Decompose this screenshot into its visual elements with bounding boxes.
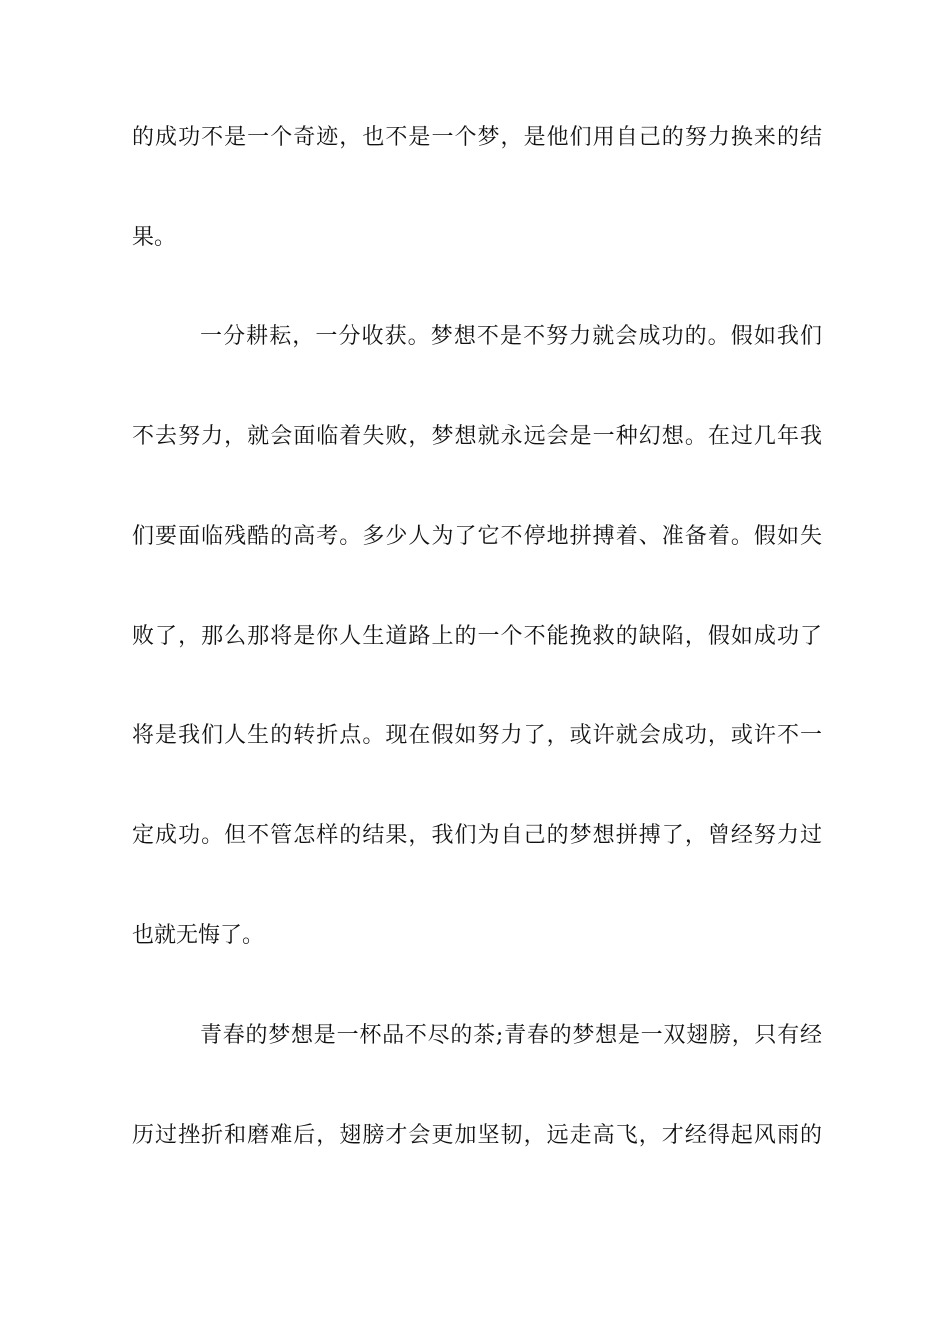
text-line: 们要面临残酷的高考。多少人为了它不停地拼搏着、准备着。假如失 [132, 524, 822, 549]
text-line: 历过挫折和磨难后，翅膀才会更加坚韧，远走高飞，才经得起风雨的 [132, 1123, 822, 1148]
text-line: 青春的梦想是一杯品不尽的茶;青春的梦想是一双翅膀，只有经 [200, 1023, 822, 1048]
text-line: 定成功。但不管怎样的结果，我们为自己的梦想拼搏了，曾经努力过 [132, 823, 822, 848]
text-line: 败了，那么那将是你人生道路上的一个不能挽救的缺陷，假如成功了 [132, 624, 822, 649]
text-line: 将是我们人生的转折点。现在假如努力了，或许就会成功，或许不一 [132, 723, 822, 748]
text-line: 的成功不是一个奇迹，也不是一个梦，是他们用自己的努力换来的结 [132, 125, 822, 150]
text-line: 也就无悔了。 [132, 923, 265, 948]
text-line: 果。 [132, 225, 177, 250]
text-line: 不去努力，就会面临着失败，梦想就永远会是一种幻想。在过几年我 [132, 424, 822, 449]
text-line: 一分耕耘，一分收获。梦想不是不努力就会成功的。假如我们 [200, 324, 822, 349]
